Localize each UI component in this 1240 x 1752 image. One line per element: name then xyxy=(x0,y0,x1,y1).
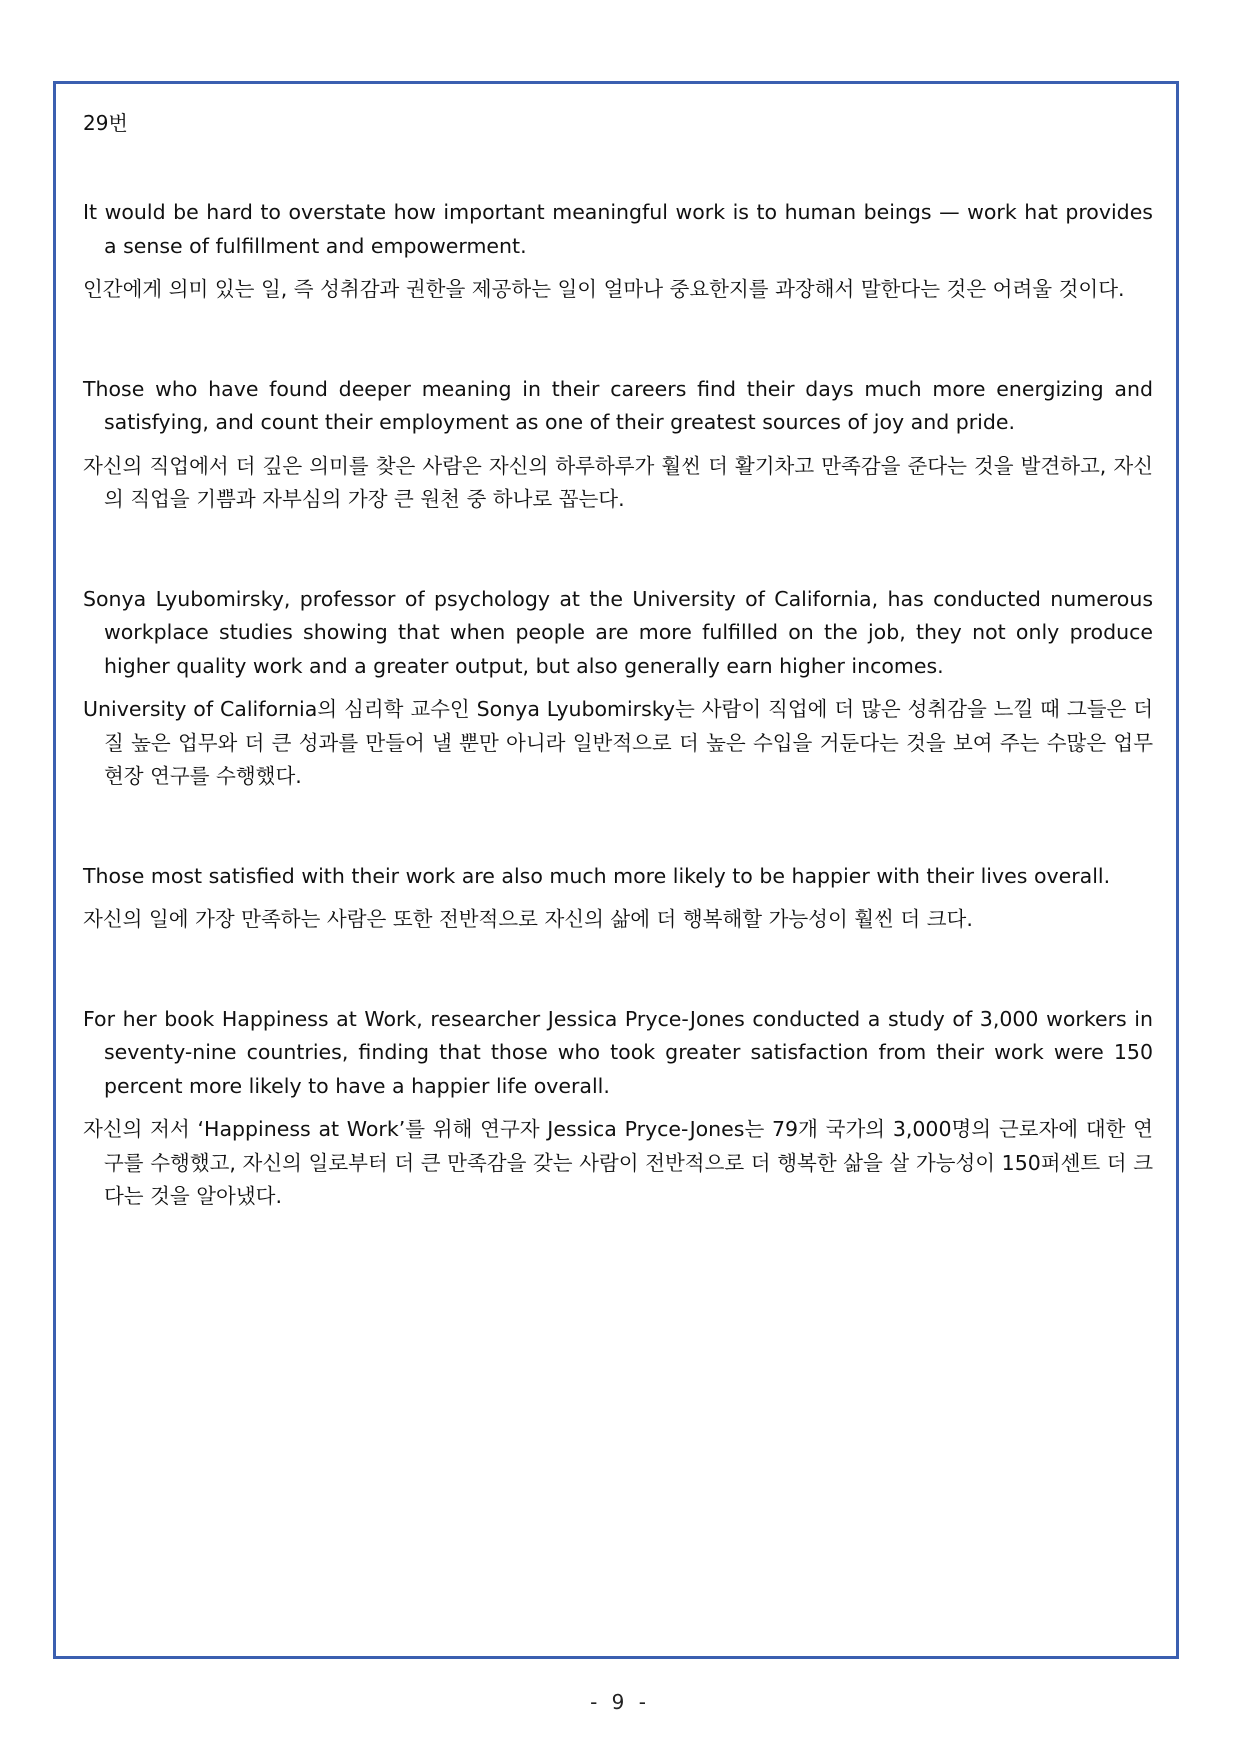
passage-block-3 xyxy=(83,583,1153,794)
korean-translation-1: 인간에게 의미 있는 일, 즉 성취감과 권한을 제공하는 일이 얼마나 중요한지를 과장해서 말한다는 것은 어려울 것이다. xyxy=(83,277,1125,301)
question-number: 29번 xyxy=(83,111,128,135)
english-sentence-4: Those most satisfied with their work are also much more likely to be happier with their lives overall. xyxy=(83,863,1111,888)
korean-translation-3: University of California의 심리학 교수인 Sonya Lyubomirsky는 사람이 직업에 더 많은 성취감을 느낄 때 그들은 더 질 높은 업무와 더 큰 성과를 만들어 낼 뿐만 아니라 일반적으로 더 높은 수입을 거둔다는 것을 보여 주는 수많은 업무 현장 연구를 수행했다. xyxy=(83,697,1153,788)
passage-block-5 xyxy=(83,1003,1153,1214)
spacer xyxy=(83,937,1153,1003)
page-number: - 9 - xyxy=(590,1690,650,1714)
korean-translation-4: 자신의 일에 가장 만족하는 사람은 또한 전반적으로 자신의 삶에 더 행복해할 가능성이 훨씬 더 크다. xyxy=(83,907,973,931)
passage-block-4 xyxy=(83,860,1153,937)
spacer xyxy=(83,794,1153,860)
passage-block-2 xyxy=(83,373,1153,517)
english-sentence-5: For her book Happiness at Work, researcher Jessica Pryce-Jones conducted a study of 3,000 workers in seventy-nine countries, finding that those who took greater satisfaction from their work were 150 percent more likely to have a happier life overall. xyxy=(83,1006,1153,1098)
english-sentence-2: Those who have found deeper meaning in their careers find their days much more energizing and satisfying, and count their employment as one of their greatest sources of joy and pride. xyxy=(83,376,1153,434)
passage-block-1 xyxy=(83,196,1153,307)
korean-translation-5: 자신의 저서 ‘Happiness at Work’를 위해 연구자 Jessica Pryce-Jones는 79개 국가의 3,000명의 근로자에 대한 연구를 수행했고, 자신의 일로부터 더 큰 만족감을 갖는 사람이 전반적으로 더 행복한 삶을 살 가능성이 150퍼센트 더 크다는 것을 알아냈다. xyxy=(83,1117,1153,1208)
spacer xyxy=(83,517,1153,583)
spacer xyxy=(83,307,1153,373)
content-area xyxy=(83,108,1153,1214)
english-sentence-1: It would be hard to overstate how important meaningful work is to human beings — work hat provides a sense of fulfillment and empowerment. xyxy=(83,200,1153,258)
english-sentence-3: Sonya Lyubomirsky, professor of psychology at the University of California, has conducted numerous workplace studies showing that when people are more fulfilled on the job, they not only produce higher quality work and a greater output, but also generally earn higher incomes. xyxy=(83,586,1153,678)
korean-translation-2: 자신의 직업에서 더 깊은 의미를 찾은 사람은 자신의 하루하루가 훨씬 더 활기차고 만족감을 준다는 것을 발견하고, 자신의 직업을 기쁨과 자부심의 가장 큰 원천 중 하나로 꼽는다. xyxy=(83,453,1153,511)
